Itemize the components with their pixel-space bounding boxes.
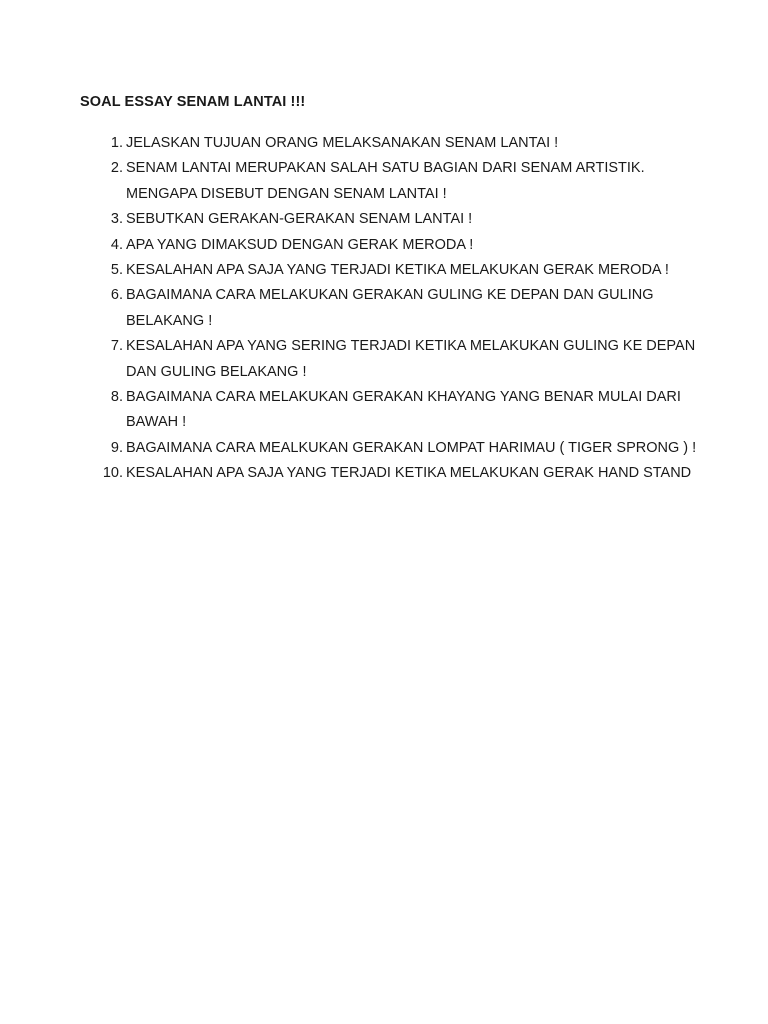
question-line: BAGAIMANA CARA MEALKUKAN GERAKAN LOMPAT HARIMAU ( TIGER SPRONG ) ! <box>126 439 697 456</box>
question-number: 8. <box>110 389 123 406</box>
question-line: APA YANG DIMAKSUD DENGAN GERAK MERODA ! <box>126 236 474 253</box>
question-text <box>126 207 768 232</box>
question-number: 5. <box>110 262 123 279</box>
question-text <box>126 283 768 334</box>
question-number: 4. <box>110 236 123 253</box>
list-item <box>0 461 768 486</box>
question-list <box>0 131 768 487</box>
question-line: BAGAIMANA CARA MELAKUKAN GERAKAN KHAYANG YANG BENAR MULAI DARI <box>126 389 681 406</box>
list-item <box>0 207 768 232</box>
question-line: MENGAPA DISEBUT DENGAN SENAM LANTAI ! <box>126 185 447 202</box>
list-item <box>0 283 768 334</box>
question-line: BAWAH ! <box>126 414 187 431</box>
question-text <box>126 461 768 486</box>
question-text <box>126 131 768 156</box>
question-number: 6. <box>110 287 123 304</box>
list-item <box>0 258 768 283</box>
question-text <box>126 258 768 283</box>
question-line: KESALAHAN APA SAJA YANG TERJADI KETIKA MELAKUKAN GERAK HAND STAND <box>126 465 692 482</box>
question-number: 3. <box>110 211 123 228</box>
question-number: 2. <box>110 160 123 177</box>
question-text <box>126 334 768 385</box>
question-line: DAN GULING BELAKANG ! <box>126 363 307 380</box>
question-line: KESALAHAN APA SAJA YANG TERJADI KETIKA MELAKUKAN GERAK MERODA ! <box>126 262 669 279</box>
document-title: SOAL ESSAY SENAM LANTAI !!! <box>80 94 306 110</box>
question-line: SENAM LANTAI MERUPAKAN SALAH SATU BAGIAN DARI SENAM ARTISTIK. <box>126 160 645 177</box>
question-line: BAGAIMANA CARA MELAKUKAN GERAKAN GULING KE DEPAN DAN GULING <box>126 287 654 304</box>
question-text <box>126 385 768 436</box>
question-line: SEBUTKAN GERAKAN-GERAKAN SENAM LANTAI ! <box>126 211 473 228</box>
question-line: JELASKAN TUJUAN ORANG MELAKSANAKAN SENAM LANTAI ! <box>126 135 559 151</box>
list-item <box>0 131 768 156</box>
list-item <box>0 233 768 258</box>
question-number: 1. <box>110 135 123 151</box>
list-item <box>0 334 768 385</box>
question-text <box>126 233 768 258</box>
list-item <box>0 156 768 207</box>
list-item <box>0 385 768 436</box>
question-number: 7. <box>110 338 123 355</box>
question-text <box>126 156 768 207</box>
question-line: BELAKANG ! <box>126 312 213 329</box>
question-number: 10. <box>102 465 123 482</box>
question-line: KESALAHAN APA YANG SERING TERJADI KETIKA MELAKUKAN GULING KE DEPAN <box>126 338 696 355</box>
question-text <box>126 436 768 461</box>
question-number: 9. <box>110 439 123 456</box>
list-item <box>0 436 768 461</box>
